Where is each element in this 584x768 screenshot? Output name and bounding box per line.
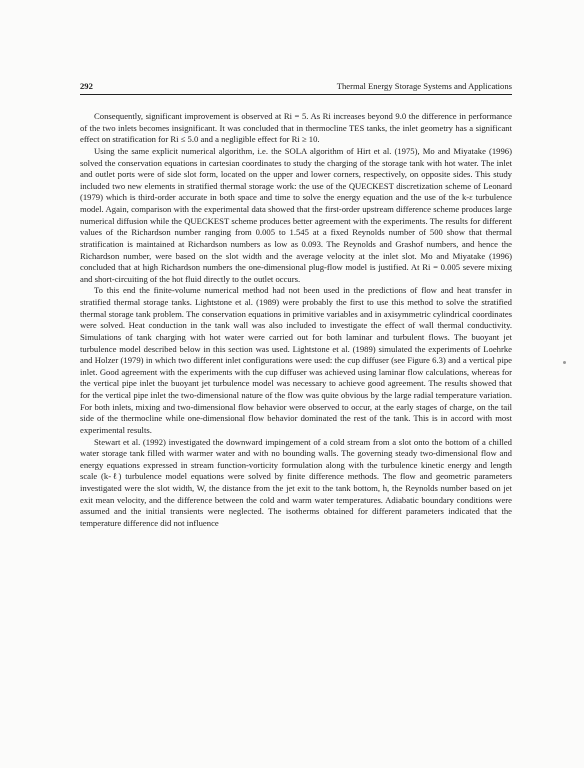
paragraph: To this end the finite-volume numerical method had not been used in the predictions of flow and heat transfer in stratified thermal storage tanks. Lightstone et al. (1989) were probably the first to use this method to solve the stratified thermal storage tank problem. The conservation equations in primitive variables and in axisymmetric cylindrical coordinates were solved. Heat conduction in the tank wall was also included to investigate the effect of wall thermal conductivity. Simulations of tank charging with hot water were carried out for both laminar and turbulent flows. The buoyant jet turbulence model described below in this section was used. Lightstone et al. (1989) simulated the experiments of Loehrke and Holzer (1979) in which two different inlet configurations were used: the cup diffuser (see Figure 6.3) and a vertical pipe inlet. Good agreement with the experiments with the cup diffuser was achieved using laminar flow calculations, whereas for the vertical pipe inlet the buoyant jet turbulence model was necessary to achieve good agreement. The results showed that for the vertical pipe inlet the two-dimensional nature of the flow was quite obvious by the large radial temperature variation. For both inlets, mixing and two-dimensional flow behavior were observed to occur, at the early stages of charge, on the tail side of the thermocline while one-dimensional flow behavior dominated the rest of the tank. This is in accord with most experimental results. (80, 285, 512, 435)
paragraph: Using the same explicit numerical algorithm, i.e. the SOLA algorithm of Hirt et al. (1975), Mo and Miyatake (1996) solved the conservation equations in cartesian coordinates to study the charging of the storage tank with hot water. The inlet and outlet ports were of side slot form, located on the upper and lower corners, respectively, on opposite sides. This study included two new elements in stratified thermal storage work: the use of the QUECKEST discretization scheme of Leonard (1979) which is third-order accurate in both space and time to solve the energy equation and the use of the k-ε turbulence model. Again, comparison with the experimental data showed that the first-order upstream difference scheme produces large numerical diffusion while the QUECKEST scheme produces better agreement with the experiments. The results for different values of the Richardson number ranging from 0.005 to 1.545 at a fixed Reynolds number of 500 show that thermal stratification is maintained at Richardson numbers as low as 0.093. The Reynolds and Grashof numbers, and hence the Richardson number, were based on the slot width and the average velocity at the inlet slot. Mo and Miyatake (1996) concluded that at high Richardson numbers the one-dimensional plug-flow model is justified. At Ri = 0.005 severe mixing and short-circuiting of the hot fluid directly to the outlet occurs. (80, 145, 512, 284)
page-header (80, 80, 512, 95)
margin-speck (563, 361, 566, 364)
body-text (80, 111, 512, 530)
running-title: Thermal Energy Storage Systems and Applications (336, 81, 512, 91)
paragraph: Consequently, significant improvement is observed at Ri = 5. As Ri increases beyond 9.0 the difference in performance of the two inlets becomes insignificant. It was concluded that in thermocline TES tanks, the inlet geometry has a significant effect on stratification for Ri ≤ 5.0 and a negligible effect for Ri ≥ 10. (80, 111, 512, 145)
paragraph: Stewart et al. (1992) investigated the downward impingement of a cold stream from a slot onto the bottom of a chilled water storage tank filled with warmer water and with no bounding walls. The governing steady two-dimensional flow and energy equations expressed in stream function-vorticity formulation along with the turbulence kinetic energy and length scale (k-ℓ) turbulence model equations were solved by finite difference methods. The flow and geometric parameters investigated were the slot width, W, the distance from the jet exit to the tank bottom, h, the Reynolds number based on jet exit mean velocity, and the difference between the cold and warm water temperatures. Adiabatic boundary conditions were assumed and the initial transients were neglected. The isotherms obtained for different parameters indicated that the temperature difference did not influence (80, 436, 512, 528)
page-number: 292 (80, 81, 93, 91)
